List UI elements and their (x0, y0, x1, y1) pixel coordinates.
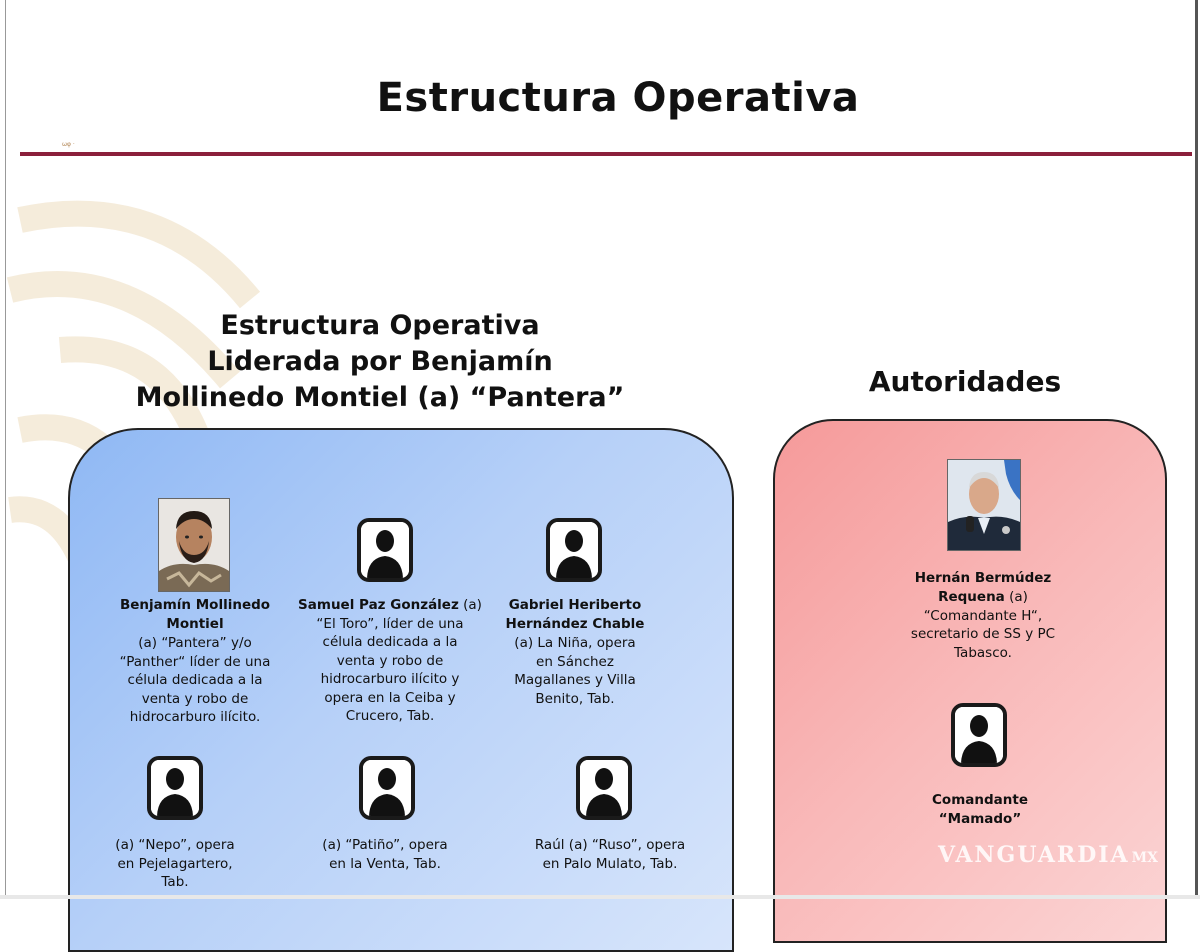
member-name: Samuel Paz González (298, 597, 459, 613)
member-desc: “Comandante H“, (923, 607, 1043, 624)
member-desc: (a) “Patiño”, opera (322, 837, 448, 853)
authority-mamado (885, 791, 1075, 829)
member-desc: Tabasco. (954, 644, 1012, 661)
member-desc: (a) La Niña, opera (514, 635, 636, 651)
member-desc: en Palo Mulato, Tab. (542, 855, 678, 872)
bottom-strip (0, 895, 1200, 899)
member-desc: en Pejelagartero, (117, 855, 233, 872)
member-name: Montiel (166, 616, 224, 632)
member-desc: opera en la Ceiba y (324, 689, 456, 706)
member-name: Requena (938, 589, 1005, 605)
left-title-line-2: Liderada por Benjamín (207, 346, 553, 377)
member-samuel (285, 596, 495, 726)
member-desc: secretario de SS y PC (910, 626, 1056, 642)
member-benjamin (90, 596, 300, 727)
member-desc: hidrocarburo ilícito. (129, 709, 261, 725)
member-desc: en Sánchez (536, 653, 614, 670)
member-desc: célula dedicada a la (127, 672, 263, 688)
person-silhouette-icon (576, 756, 632, 820)
member-desc: Magallanes y Villa (514, 672, 636, 688)
page-title: Estructura Operativa (376, 75, 860, 121)
member-desc: venta y robo de (336, 652, 444, 669)
member-desc: Crucero, Tab. (345, 708, 435, 724)
member-name: “Mamado” (938, 811, 1022, 827)
left-section-title (100, 308, 660, 416)
member-alias-prefix: (a) (458, 597, 482, 613)
member-name: Hernández Chable (505, 616, 645, 632)
member-patino (300, 836, 470, 873)
member-name: Gabriel Heriberto (508, 597, 642, 613)
member-desc: célula dedicada a la (322, 634, 458, 650)
watermark-text: VANGUARDIA (938, 842, 1130, 868)
authorities-title: Autoridades (868, 365, 1062, 398)
benjamin-photo (158, 498, 230, 592)
member-desc: Tab. (161, 874, 189, 890)
member-desc: (a) “Nepo”, opera (115, 837, 235, 853)
member-ruso (510, 836, 710, 873)
vanguardia-watermark (938, 842, 1158, 868)
member-desc: Raúl (a) “Ruso”, opera (534, 837, 686, 853)
person-silhouette-icon (951, 703, 1007, 767)
page-border-right (1195, 0, 1198, 899)
watermark-suffix: MX (1131, 850, 1158, 866)
member-desc: “El Toro”, líder de una (316, 615, 464, 632)
person-silhouette-icon (359, 756, 415, 820)
member-name: Comandante (932, 792, 1028, 808)
member-desc: “Panther“ líder de una (119, 653, 271, 670)
person-silhouette-icon (147, 756, 203, 820)
member-alias-prefix: (a) (1004, 589, 1028, 605)
operative-structure-panel (68, 428, 734, 952)
member-gabriel (480, 596, 670, 708)
title-divider (20, 152, 1192, 156)
left-title-line-3: Mollinedo Montiel (a) “Pantera” (135, 382, 625, 413)
authority-hernan (875, 569, 1091, 662)
member-desc: (a) “Pantera” y/o (138, 635, 252, 651)
person-silhouette-icon (546, 518, 602, 582)
member-desc: Benito, Tab. (535, 690, 615, 707)
left-title-line-1: Estructura Operativa (220, 310, 540, 341)
small-logo: ωφ · (62, 141, 75, 148)
hernan-photo (947, 459, 1021, 551)
member-name: Benjamín Mollinedo (119, 597, 271, 613)
member-desc: venta y robo de (141, 690, 249, 707)
person-silhouette-icon (357, 518, 413, 582)
member-name: Hernán Bermúdez (914, 570, 1052, 586)
member-nepo (90, 836, 260, 892)
member-desc: hidrocarburo ilícito y (320, 671, 460, 687)
member-desc: en la Venta, Tab. (329, 855, 441, 872)
